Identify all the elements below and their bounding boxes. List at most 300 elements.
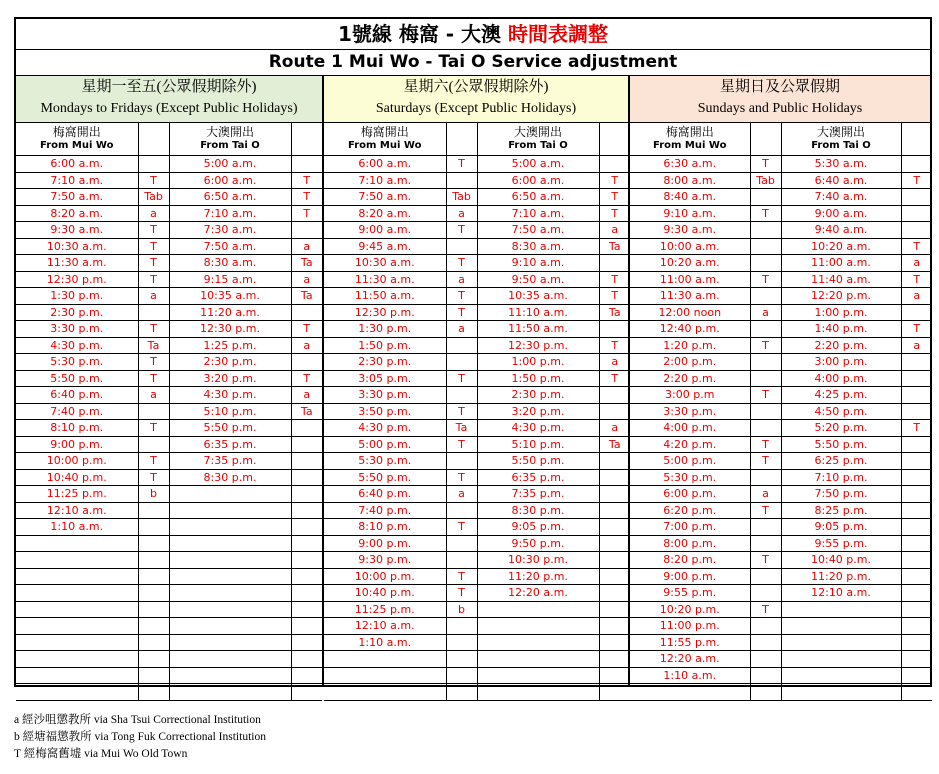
- departure-tai-o: 8:30 p.m.: [169, 469, 291, 486]
- title-highlight: 時間表調整: [508, 22, 609, 46]
- route-code: [138, 403, 169, 420]
- departure-mui-wo: 7:00 p.m.: [630, 519, 750, 536]
- departure-mui-wo: 3:00 p.m: [630, 387, 750, 404]
- route-code: [138, 519, 169, 536]
- departure-tai-o: 1:00 p.m.: [477, 354, 599, 371]
- departure-mui-wo: 9:30 a.m.: [630, 222, 750, 239]
- table-row: [16, 453, 322, 470]
- departure-mui-wo: 10:40 p.m.: [324, 585, 446, 602]
- table-row: [630, 172, 932, 189]
- route-code: [901, 601, 932, 618]
- table-row: [324, 156, 630, 173]
- departure-tai-o: 5:50 p.m.: [781, 436, 901, 453]
- route-code: [599, 156, 630, 173]
- header-from-mui-wo: [324, 123, 446, 156]
- table-row: [630, 222, 932, 239]
- route-code: [599, 618, 630, 635]
- departure-tai-o: 12:20 p.m.: [781, 288, 901, 305]
- table-row: [324, 568, 630, 585]
- timetable-subtitle: Route 1 Mui Wo - Tai O Service adjustment: [16, 49, 930, 76]
- route-code: [750, 222, 781, 239]
- departure-mui-wo: 7:40 p.m.: [16, 403, 138, 420]
- route-code: [599, 469, 630, 486]
- departure-mui-wo: 7:10 a.m.: [324, 172, 446, 189]
- route-code: T: [446, 436, 477, 453]
- departure-mui-wo: [324, 651, 446, 668]
- route-code: [901, 403, 932, 420]
- panel-header: [16, 76, 322, 123]
- route-code: T: [750, 205, 781, 222]
- route-code: T: [599, 271, 630, 288]
- departure-mui-wo: 2:20 p.m.: [630, 370, 750, 387]
- table-row: [630, 387, 932, 404]
- route-code: [138, 156, 169, 173]
- route-code: [901, 585, 932, 602]
- departure-mui-wo: 4:00 p.m.: [630, 420, 750, 437]
- route-code: [138, 634, 169, 651]
- header-from-tai-o-en: From Tai O: [508, 140, 568, 151]
- route-code: [291, 667, 322, 684]
- route-code: [750, 519, 781, 536]
- route-code: T: [750, 271, 781, 288]
- table-row: [630, 618, 932, 635]
- route-code: [901, 354, 932, 371]
- departure-tai-o: 10:40 p.m.: [781, 552, 901, 569]
- route-code: [138, 618, 169, 635]
- departure-tai-o: [169, 618, 291, 635]
- route-code: [901, 453, 932, 470]
- route-code: [901, 370, 932, 387]
- route-code: [446, 387, 477, 404]
- header-route-code: [750, 123, 781, 156]
- route-code: [750, 189, 781, 206]
- departure-mui-wo: [324, 667, 446, 684]
- table-row: [630, 156, 932, 173]
- table-row: [16, 486, 322, 503]
- header-from-mui-wo-en: From Mui Wo: [653, 140, 727, 151]
- departure-mui-wo: 4:30 p.m.: [16, 337, 138, 354]
- route-code: [599, 535, 630, 552]
- departure-mui-wo: [16, 634, 138, 651]
- departure-mui-wo: 4:30 p.m.: [324, 420, 446, 437]
- departure-tai-o: 9:50 p.m.: [477, 535, 599, 552]
- route-code: [750, 568, 781, 585]
- route-code: T: [446, 222, 477, 239]
- departure-tai-o: [169, 535, 291, 552]
- route-code: T: [138, 238, 169, 255]
- schedule-table: [630, 123, 932, 701]
- departure-tai-o: 8:30 p.m.: [477, 502, 599, 519]
- departure-mui-wo: 10:00 p.m.: [16, 453, 138, 470]
- table-row: [16, 519, 322, 536]
- header-from-mui-wo-zh: 梅窩開出: [665, 125, 714, 139]
- departure-mui-wo: 7:50 a.m.: [16, 189, 138, 206]
- table-row: [16, 585, 322, 602]
- departure-mui-wo: 2:00 p.m.: [630, 354, 750, 371]
- departure-tai-o: 7:40 a.m.: [781, 189, 901, 206]
- header-route-code: [446, 123, 477, 156]
- route-code: Ta: [599, 436, 630, 453]
- route-code: [599, 651, 630, 668]
- departure-mui-wo: [16, 667, 138, 684]
- departure-tai-o: [477, 684, 599, 701]
- route-code: [750, 469, 781, 486]
- route-code: [446, 634, 477, 651]
- route-code: [291, 634, 322, 651]
- route-code: [291, 618, 322, 635]
- table-row: [324, 304, 630, 321]
- table-row: [324, 469, 630, 486]
- departure-mui-wo: 6:30 a.m.: [630, 156, 750, 173]
- departure-tai-o: 8:30 a.m.: [477, 238, 599, 255]
- departure-tai-o: 3:20 p.m.: [477, 403, 599, 420]
- departure-tai-o: 7:35 p.m.: [477, 486, 599, 503]
- route-code: T: [291, 189, 322, 206]
- departure-tai-o: 5:10 p.m.: [477, 436, 599, 453]
- table-row: [324, 651, 630, 668]
- table-row: [16, 172, 322, 189]
- route-code: a: [291, 387, 322, 404]
- route-code: [138, 667, 169, 684]
- departure-mui-wo: 10:30 a.m.: [16, 238, 138, 255]
- route-code: [446, 502, 477, 519]
- route-code: T: [446, 304, 477, 321]
- timetable-sheet: [14, 17, 932, 687]
- departure-tai-o: 7:35 p.m.: [169, 453, 291, 470]
- schedule-table: [324, 123, 630, 701]
- route-code: [291, 502, 322, 519]
- header-from-tai-o: [477, 123, 599, 156]
- route-code: [291, 436, 322, 453]
- route-code: [291, 222, 322, 239]
- route-code: T: [138, 321, 169, 338]
- table-row: [630, 634, 932, 651]
- route-code: Ta: [291, 403, 322, 420]
- departure-tai-o: 8:25 p.m.: [781, 502, 901, 519]
- route-code: [138, 568, 169, 585]
- table-row: [630, 552, 932, 569]
- departure-tai-o: [169, 486, 291, 503]
- departure-tai-o: [781, 651, 901, 668]
- table-row: [324, 205, 630, 222]
- departure-mui-wo: 10:20 a.m.: [630, 255, 750, 272]
- route-code: b: [446, 601, 477, 618]
- departure-mui-wo: [630, 684, 750, 701]
- table-row: [324, 436, 630, 453]
- route-code: [901, 304, 932, 321]
- route-code: [599, 403, 630, 420]
- departure-tai-o: 10:35 a.m.: [477, 288, 599, 305]
- departure-tai-o: 3:20 p.m.: [169, 370, 291, 387]
- route-code: [901, 189, 932, 206]
- departure-tai-o: 12:30 p.m.: [169, 321, 291, 338]
- table-row: [16, 354, 322, 371]
- departure-mui-wo: 10:30 a.m.: [324, 255, 446, 272]
- route-code: [750, 651, 781, 668]
- table-row: [630, 519, 932, 536]
- table-row: [324, 519, 630, 536]
- table-row: [324, 601, 630, 618]
- table-row: [16, 156, 322, 173]
- route-code: T: [599, 172, 630, 189]
- departure-mui-wo: 6:00 a.m.: [16, 156, 138, 173]
- route-code: [291, 568, 322, 585]
- header-from-mui-wo: [630, 123, 750, 156]
- table-row: [16, 189, 322, 206]
- departure-mui-wo: 1:10 a.m.: [630, 667, 750, 684]
- route-code: [750, 585, 781, 602]
- departure-mui-wo: 2:30 p.m.: [16, 304, 138, 321]
- departure-tai-o: 9:00 a.m.: [781, 205, 901, 222]
- departure-mui-wo: 12:10 a.m.: [324, 618, 446, 635]
- footnotes: [14, 712, 266, 763]
- route-code: [291, 453, 322, 470]
- table-row: [16, 601, 322, 618]
- route-code: [446, 618, 477, 635]
- departure-tai-o: 12:10 a.m.: [781, 585, 901, 602]
- route-code: T: [138, 271, 169, 288]
- route-code: [138, 684, 169, 701]
- route-code: [446, 453, 477, 470]
- table-row: [16, 321, 322, 338]
- route-code: Ta: [291, 255, 322, 272]
- route-code: b: [138, 486, 169, 503]
- departure-tai-o: 6:50 a.m.: [477, 189, 599, 206]
- departure-mui-wo: 3:05 p.m.: [324, 370, 446, 387]
- departure-mui-wo: 12:40 p.m.: [630, 321, 750, 338]
- table-row: [16, 568, 322, 585]
- table-row: [324, 238, 630, 255]
- table-row: [16, 634, 322, 651]
- header-route-code: [291, 123, 322, 156]
- route-code: a: [138, 387, 169, 404]
- route-code: [901, 651, 932, 668]
- departure-mui-wo: 5:30 p.m.: [630, 469, 750, 486]
- departure-mui-wo: 5:30 p.m.: [16, 354, 138, 371]
- route-code: [446, 552, 477, 569]
- departure-mui-wo: 9:10 a.m.: [630, 205, 750, 222]
- route-code: [599, 255, 630, 272]
- route-code: [901, 387, 932, 404]
- header-from-mui-wo-zh: 梅窩開出: [360, 125, 409, 139]
- route-code: [138, 651, 169, 668]
- departure-mui-wo: 5:50 p.m.: [324, 469, 446, 486]
- table-row: [16, 469, 322, 486]
- departure-tai-o: [169, 585, 291, 602]
- route-code: a: [750, 304, 781, 321]
- route-code: [138, 601, 169, 618]
- departure-mui-wo: 12:00 noon: [630, 304, 750, 321]
- departure-mui-wo: 9:00 p.m.: [324, 535, 446, 552]
- departure-mui-wo: 9:45 a.m.: [324, 238, 446, 255]
- departure-tai-o: 9:15 a.m.: [169, 271, 291, 288]
- departure-mui-wo: 2:30 p.m.: [324, 354, 446, 371]
- column-header-row: [16, 123, 322, 156]
- route-code: T: [446, 585, 477, 602]
- table-row: [16, 288, 322, 305]
- route-code: [901, 205, 932, 222]
- route-code: [750, 667, 781, 684]
- departure-mui-wo: 6:00 a.m.: [324, 156, 446, 173]
- departure-tai-o: [169, 552, 291, 569]
- route-code: [599, 519, 630, 536]
- route-code: [291, 519, 322, 536]
- route-code: T: [599, 189, 630, 206]
- table-row: [630, 238, 932, 255]
- departure-tai-o: [169, 568, 291, 585]
- departure-tai-o: 6:00 a.m.: [477, 172, 599, 189]
- panel-title-zh: 星期一至五(公眾假期除外): [81, 79, 257, 95]
- departure-mui-wo: 11:00 p.m.: [630, 618, 750, 635]
- route-code: [291, 601, 322, 618]
- route-code: a: [138, 288, 169, 305]
- departure-mui-wo: 6:00 p.m.: [630, 486, 750, 503]
- departure-tai-o: 7:10 p.m.: [781, 469, 901, 486]
- departure-tai-o: 6:35 p.m.: [169, 436, 291, 453]
- table-row: [324, 585, 630, 602]
- departure-tai-o: 11:20 p.m.: [781, 568, 901, 585]
- table-row: [630, 370, 932, 387]
- route-code: [750, 238, 781, 255]
- header-route-code: [138, 123, 169, 156]
- route-code: T: [901, 172, 932, 189]
- timetable-title: [16, 19, 930, 50]
- table-row: [16, 238, 322, 255]
- departure-mui-wo: 10:20 p.m.: [630, 601, 750, 618]
- departure-mui-wo: 11:25 p.m.: [324, 601, 446, 618]
- departure-mui-wo: 1:20 p.m.: [630, 337, 750, 354]
- route-code: T: [138, 354, 169, 371]
- table-row: [630, 667, 932, 684]
- departure-mui-wo: 1:50 p.m.: [324, 337, 446, 354]
- route-code: T: [750, 601, 781, 618]
- route-code: [901, 618, 932, 635]
- departure-tai-o: 11:40 a.m.: [781, 271, 901, 288]
- departure-tai-o: 12:20 a.m.: [477, 585, 599, 602]
- footnote-t: T 經梅窩舊墟 via Mui Wo Old Town: [14, 748, 188, 760]
- table-row: [324, 453, 630, 470]
- departure-mui-wo: 6:40 p.m.: [16, 387, 138, 404]
- departure-tai-o: 9:05 p.m.: [781, 519, 901, 536]
- route-code: [901, 552, 932, 569]
- table-row: [630, 255, 932, 272]
- departure-tai-o: [477, 667, 599, 684]
- route-code: [291, 304, 322, 321]
- departure-mui-wo: 3:30 p.m.: [16, 321, 138, 338]
- departure-tai-o: 5:10 p.m.: [169, 403, 291, 420]
- route-code: T: [446, 156, 477, 173]
- departure-tai-o: 10:20 a.m.: [781, 238, 901, 255]
- departure-mui-wo: 10:40 p.m.: [16, 469, 138, 486]
- departure-tai-o: 1:50 p.m.: [477, 370, 599, 387]
- table-row: [630, 684, 932, 701]
- route-code: T: [750, 552, 781, 569]
- route-code: T: [599, 370, 630, 387]
- departure-mui-wo: 6:20 p.m.: [630, 502, 750, 519]
- route-code: [750, 403, 781, 420]
- header-from-mui-wo-zh: 梅窩開出: [52, 125, 101, 139]
- departure-mui-wo: 5:00 p.m.: [630, 453, 750, 470]
- departure-tai-o: [477, 651, 599, 668]
- table-row: [16, 255, 322, 272]
- route-code: [138, 585, 169, 602]
- departure-tai-o: 7:10 a.m.: [477, 205, 599, 222]
- departure-mui-wo: 12:30 p.m.: [324, 304, 446, 321]
- route-code: [291, 684, 322, 701]
- route-code: [901, 156, 932, 173]
- departure-mui-wo: 8:10 p.m.: [16, 420, 138, 437]
- route-code: [901, 502, 932, 519]
- route-code: T: [446, 403, 477, 420]
- departure-tai-o: [781, 601, 901, 618]
- departure-mui-wo: 12:30 p.m.: [16, 271, 138, 288]
- departure-mui-wo: 12:10 a.m.: [16, 502, 138, 519]
- departure-mui-wo: 1:10 a.m.: [16, 519, 138, 536]
- departure-tai-o: [477, 618, 599, 635]
- route-code: [599, 502, 630, 519]
- route-code: T: [446, 519, 477, 536]
- departure-mui-wo: 9:55 p.m.: [630, 585, 750, 602]
- route-code: [138, 535, 169, 552]
- title-route: 1號線 梅窩 - 大澳: [337, 22, 502, 46]
- table-row: [16, 684, 322, 701]
- header-from-tai-o: [781, 123, 901, 156]
- departure-mui-wo: [16, 535, 138, 552]
- route-code: [599, 321, 630, 338]
- departure-mui-wo: 4:20 p.m.: [630, 436, 750, 453]
- route-code: [750, 634, 781, 651]
- table-row: [630, 651, 932, 668]
- departure-tai-o: 6:25 p.m.: [781, 453, 901, 470]
- departure-tai-o: 10:30 p.m.: [477, 552, 599, 569]
- route-code: [750, 288, 781, 305]
- route-code: T: [599, 205, 630, 222]
- departure-tai-o: 11:50 a.m.: [477, 321, 599, 338]
- route-code: T: [446, 370, 477, 387]
- departure-tai-o: 5:20 p.m.: [781, 420, 901, 437]
- table-row: [630, 337, 932, 354]
- departure-tai-o: [781, 667, 901, 684]
- table-row: [324, 634, 630, 651]
- table-row: [324, 403, 630, 420]
- table-row: [324, 387, 630, 404]
- route-code: [138, 436, 169, 453]
- table-row: [324, 271, 630, 288]
- departure-tai-o: 2:30 p.m.: [477, 387, 599, 404]
- panel-title-zh: 星期日及公眾假期: [719, 79, 840, 95]
- table-row: [324, 189, 630, 206]
- route-code: [901, 222, 932, 239]
- departure-tai-o: 12:30 p.m.: [477, 337, 599, 354]
- route-code: [291, 354, 322, 371]
- table-row: [16, 271, 322, 288]
- table-row: [630, 453, 932, 470]
- departure-tai-o: [781, 634, 901, 651]
- departure-mui-wo: 8:20 a.m.: [324, 205, 446, 222]
- departure-mui-wo: 11:00 a.m.: [630, 271, 750, 288]
- table-row: [324, 667, 630, 684]
- table-row: [16, 387, 322, 404]
- route-code: [138, 552, 169, 569]
- table-row: [630, 436, 932, 453]
- departure-mui-wo: 1:30 p.m.: [16, 288, 138, 305]
- route-code: T: [138, 453, 169, 470]
- table-row: [324, 486, 630, 503]
- route-code: Ta: [138, 337, 169, 354]
- route-code: T: [291, 370, 322, 387]
- departure-mui-wo: 9:00 a.m.: [324, 222, 446, 239]
- panel-sundays: [628, 76, 930, 687]
